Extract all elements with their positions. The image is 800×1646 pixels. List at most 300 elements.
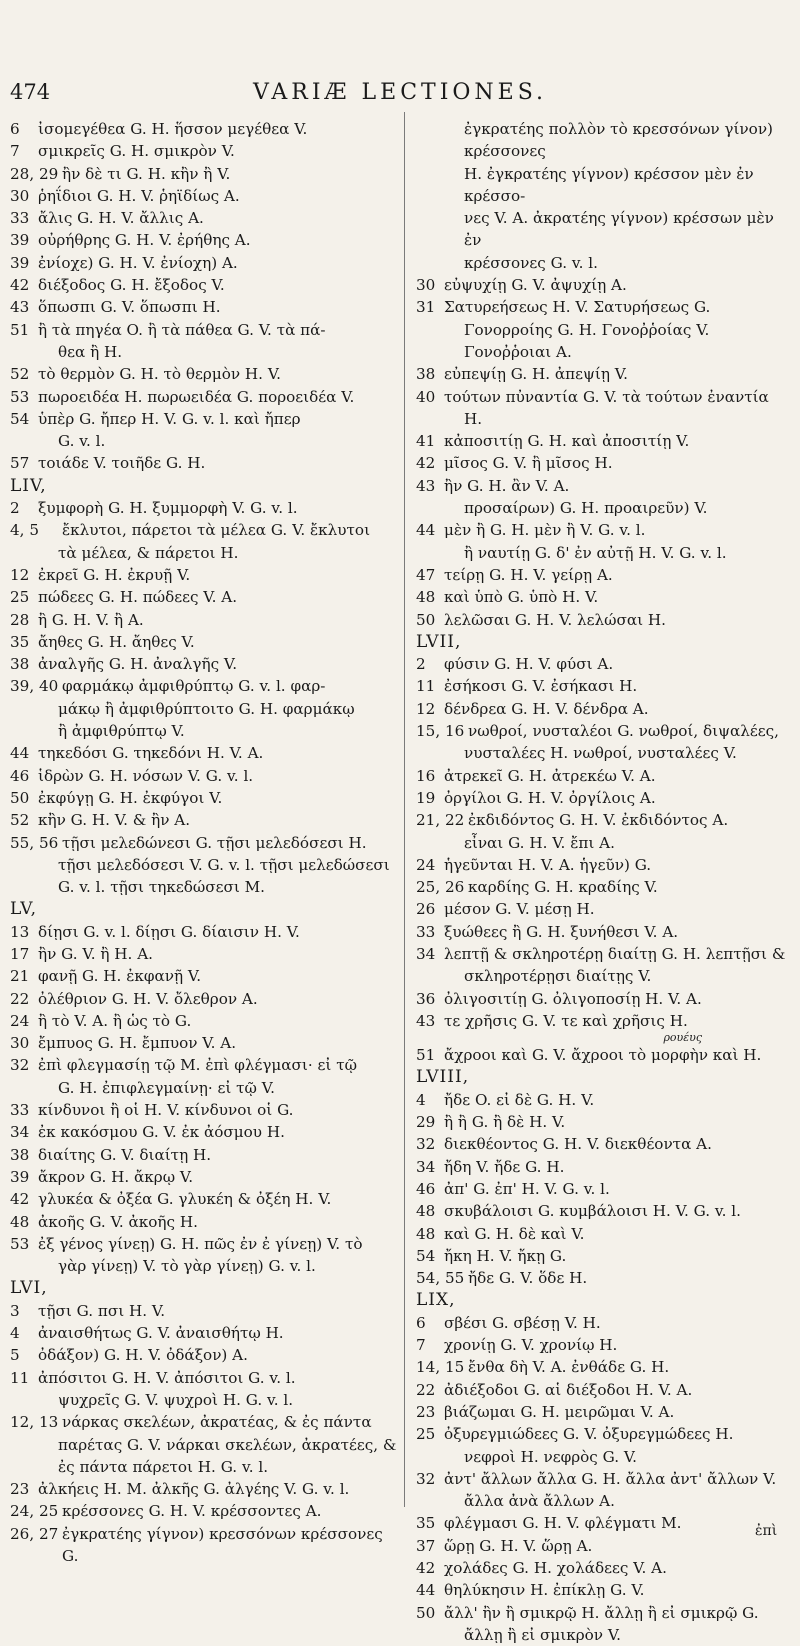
entry-text: καὶ G. H. δὲ καὶ V. <box>444 1224 585 1243</box>
line-number: 42 <box>10 1190 30 1209</box>
variant-entry <box>10 296 398 318</box>
entry-continuation: ψυχρεῖς G. V. ψυχροὶ H. G. v. l. <box>58 1390 294 1409</box>
entry-text: ἢν G. H. ἂν V. A. <box>444 476 570 495</box>
entry-text: φλέγμασι G. H. V. φλέγματι M. <box>444 1514 682 1533</box>
variant-entry <box>416 1557 792 1579</box>
entry-continuation: ἄλλῃ ἢ εἰ σμικρὸν V. <box>464 1625 621 1644</box>
page-number: 474 <box>10 80 51 104</box>
entry-text: τὸ θερμὸν G. H. τὸ θερμὸν H. V. <box>38 365 281 384</box>
line-number: 39 <box>10 1167 30 1186</box>
variant-entry <box>416 1356 792 1378</box>
variant-entry <box>416 1044 792 1066</box>
entry-text: ὀλέθριον G. H. V. ὄλεθρον A. <box>38 989 258 1008</box>
variant-entry <box>10 185 398 207</box>
line-number: 50 <box>10 788 30 807</box>
entry-text: ἢν G. V. ἢ H. A. <box>38 944 153 963</box>
line-number: 39, 40 <box>10 677 59 696</box>
variant-entry <box>416 943 792 965</box>
line-number: 25 <box>10 588 30 607</box>
line-number: 3 <box>10 1301 20 1320</box>
entry-continuation: νες V. A. ἀκρατέης γίγνον) κρέσσων μὲν ἐν <box>464 209 774 250</box>
line-number: 43 <box>10 298 30 317</box>
entry-text: καρδίης G. H. κραδίης V. <box>468 878 658 897</box>
variant-entry <box>416 787 792 809</box>
entry-text: ἀναισθήτως G. V. ἀναισθήτῳ H. <box>38 1324 284 1343</box>
entry-text: λελῶσαι G. H. V. λελώσαι H. <box>444 610 667 629</box>
variant-entry <box>10 363 398 385</box>
variant-entry <box>416 1200 792 1222</box>
line-number: 34 <box>10 1123 30 1142</box>
variant-entry <box>416 1089 792 1111</box>
entry-continuation: θεα ἢ H. <box>58 342 123 361</box>
line-number: 21, 22 <box>416 811 465 830</box>
line-number: 47 <box>416 565 436 584</box>
variant-entry <box>416 1133 792 1155</box>
variant-entry <box>416 386 792 408</box>
section-heading: LVIII, <box>416 1067 470 1088</box>
variant-entry <box>416 1312 792 1334</box>
line-number: 22 <box>416 1380 436 1399</box>
left-column <box>10 118 398 1567</box>
entry-continuation: G. v. l. τῇσι τηκεδώσεσι M. <box>58 878 265 897</box>
variant-entry <box>10 586 398 608</box>
line-number: 44 <box>416 521 436 540</box>
entry-text: ἐγκρατέης γίγνον) κρεσσόνων κρέσσονες G. <box>62 1524 383 1565</box>
line-number: 44 <box>416 1581 436 1600</box>
entry-text: ὀξυρεγμιώδεες G. V. ὀξυρεγμώδεες H. <box>444 1425 734 1444</box>
entry-text: ἱδρὼν G. H. νόσων V. G. v. l. <box>38 766 254 785</box>
variant-entry <box>10 1500 398 1522</box>
variant-entry <box>416 809 792 831</box>
variant-entry <box>416 1535 792 1557</box>
line-number: 26 <box>416 900 436 919</box>
entry-text: οὐρήθρης G. H. V. ἐρήθης A. <box>38 231 251 250</box>
variant-entry <box>10 787 398 809</box>
variant-entry <box>10 832 398 854</box>
entry-text: ἢν δὲ τι G. H. κἢν ἢ V. <box>62 164 231 183</box>
entry-text: ἐσήκοσι G. V. ἐσήκασι H. <box>444 677 638 696</box>
variant-entry <box>10 274 398 296</box>
line-number: 7 <box>10 142 20 161</box>
entry-text: τηκεδόσι G. τηκεδόνι H. V. A. <box>38 744 264 763</box>
variant-entry <box>416 296 792 318</box>
line-number: 54, 55 <box>416 1269 465 1288</box>
entry-text: ἢ τὸ V. A. ἢ ὡς τὸ G. <box>38 1011 192 1030</box>
variant-entry <box>416 1245 792 1267</box>
entry-continuation: H. ἐγκρατέης γίγνον) κρέσσον μὲν ἐν κρέσσο- <box>464 164 754 205</box>
variant-entry <box>10 1322 398 1344</box>
variant-entry <box>416 1010 792 1032</box>
line-number: 2 <box>10 499 20 518</box>
line-number: 33 <box>10 1101 30 1120</box>
variant-entry <box>10 118 398 140</box>
line-number: 42 <box>416 1559 436 1577</box>
line-number: 34 <box>416 944 436 963</box>
catchword: ἐπὶ <box>755 1523 778 1539</box>
entry-continuation: G. H. ἐπιφλεγμαίνῃ· εἰ τῷ V. <box>58 1078 275 1097</box>
variant-entry <box>10 1144 398 1166</box>
entry-text: κἀποσιτίῃ G. H. καὶ ἀποσιτίῃ V. <box>444 432 690 451</box>
variant-entry <box>10 1121 398 1143</box>
variant-entry <box>416 698 792 720</box>
entry-text: ἀδιέξοδοι G. αἱ διέξοδοι H. V. A. <box>444 1380 693 1399</box>
line-number: 23 <box>416 1402 436 1421</box>
line-number: 39 <box>10 253 30 272</box>
entry-text: ἄλλ' ἢν ἢ σμικρῷ H. ἄλλῃ ἢ εἰ σμικρῷ G. <box>444 1603 759 1622</box>
variant-entry <box>10 742 398 764</box>
variant-entry <box>10 988 398 1010</box>
variant-entry <box>416 609 792 631</box>
entry-text: ἀντ' ἄλλων ἄλλα G. H. ἄλλα ἀντ' ἄλλων V. <box>444 1469 777 1488</box>
entry-text: φαρμάκῳ ἀμφιθρύπτῳ G. v. l. φαρ- <box>62 677 326 696</box>
entry-text: ἡγεῦνται H. V. A. ἡγεῦν) G. <box>444 855 652 874</box>
variant-entry <box>10 1300 398 1322</box>
entry-continuation: εἶναι G. H. V. ἔπι A. <box>464 833 615 852</box>
entry-text: ἔκλυτοι, πάρετοι τὰ μέλεα G. V. ἔκλυτοι <box>62 521 371 540</box>
variant-entry <box>416 876 792 898</box>
variant-entry <box>10 497 398 519</box>
line-number: 46 <box>416 1179 436 1198</box>
page-header <box>0 80 800 108</box>
line-number: 24, 25 <box>10 1502 59 1521</box>
line-number: 30 <box>10 1034 30 1053</box>
line-number: 51 <box>10 320 30 339</box>
entry-text: νάρκας σκελέων, ἀκρατέας, & ἐς πάντα <box>62 1413 372 1432</box>
entry-text: κἢν G. H. V. & ἢν A. <box>38 811 191 830</box>
entry-continuation: προσαίρων) G. H. προαιρεῦν) V. <box>464 499 708 518</box>
entry-text: ἀπ' G. ἐπ' H. V. G. v. l. <box>444 1179 610 1198</box>
right-column <box>416 118 792 1646</box>
entry-text: ὑπὲρ G. ἤπερ H. V. G. v. l. καὶ ἤπερ <box>38 409 301 428</box>
entry-text: ὥρῃ G. H. V. ὥρῃ A. <box>444 1536 593 1555</box>
line-number: 40 <box>416 387 436 406</box>
variant-entry <box>416 475 792 497</box>
variant-entry <box>10 252 398 274</box>
entry-text: ἐκδιδόντος G. H. V. ἐκδιδόντος A. <box>468 811 729 830</box>
line-number: 28 <box>10 610 30 629</box>
line-number: 53 <box>10 1234 30 1253</box>
variant-entry <box>416 1468 792 1490</box>
entry-continuation: γὰρ γίνεῃ) V. τὸ γὰρ γίνεῃ) G. v. l. <box>58 1257 316 1276</box>
interlinear-note: ρουέυς <box>663 1031 702 1045</box>
line-number: 14, 15 <box>416 1358 465 1377</box>
entry-text: ἀκοῆς G. V. ἀκοῆς H. <box>38 1212 198 1231</box>
line-number: 42 <box>10 276 30 295</box>
line-number: 54 <box>416 1246 436 1265</box>
variant-entry <box>10 1411 398 1433</box>
entry-text: ξυώθεες ἢ G. H. ξυνήθεσι V. A. <box>444 922 679 941</box>
entry-text: μὲν ἢ G. H. μὲν ἢ V. G. v. l. <box>444 521 646 540</box>
line-number: 37 <box>416 1536 436 1555</box>
entry-text: ὀδάξον) G. H. V. ὀδάξον) A. <box>38 1346 248 1365</box>
entry-text: βιάζωμαι G. H. μειρῶμαι V. A. <box>444 1402 675 1421</box>
variant-entry <box>416 720 792 742</box>
entry-continuation: μάκῳ ἢ ἀμφιθρύπτοιτο G. H. φαρμάκῳ <box>58 699 355 718</box>
variant-entry <box>416 1334 792 1356</box>
variant-entry <box>10 1478 398 1500</box>
section-heading: LIV, <box>10 475 47 496</box>
line-number: 43 <box>416 1011 436 1030</box>
entry-text: διεκθέοντος G. H. V. διεκθέοντα A. <box>444 1135 712 1154</box>
variant-entry <box>416 988 792 1010</box>
variant-entry <box>416 854 792 876</box>
variant-entry <box>10 943 398 965</box>
line-number: 32 <box>416 1135 436 1154</box>
variant-entry <box>416 898 792 920</box>
entry-text: τείρῃ G. H. V. γείρῃ A. <box>444 565 613 584</box>
line-number: 39 <box>10 231 30 250</box>
entry-text: κρέσσονες G. H. V. κρέσσοντες A. <box>62 1502 322 1521</box>
entry-text: ἐπὶ φλεγμασίῃ τῷ M. ἐπὶ φλέγμασι· εἰ τῷ <box>38 1056 357 1075</box>
line-number: 17 <box>10 944 30 963</box>
line-number: 50 <box>416 610 436 629</box>
entry-continuation: νυσταλέες H. νωθροί, νυσταλέες V. <box>464 744 737 763</box>
variant-entry <box>416 1178 792 1200</box>
variant-entry <box>10 1166 398 1188</box>
line-number: 30 <box>416 276 436 295</box>
entry-text: ἔμπυος G. H. ἔμπυον V. A. <box>38 1034 237 1053</box>
entry-continuation: τὰ μέλεα, & πάρετοι H. <box>58 543 239 562</box>
line-number: 24 <box>416 855 436 874</box>
line-number: 52 <box>10 365 30 384</box>
variant-entry <box>10 1010 398 1032</box>
variant-entry <box>10 1099 398 1121</box>
entry-text: ἢ G. H. V. ἢ A. <box>38 610 144 629</box>
entry-text: ἢ τὰ πηγέα O. ἢ τὰ πάθεα G. V. τὰ πά- <box>38 320 326 339</box>
line-number: 32 <box>416 1469 436 1488</box>
entry-text: τῇσι μελεδώνεσι G. τῇσι μελεδόσεσι H. <box>62 833 367 852</box>
line-number: 4, 5 <box>10 521 39 540</box>
line-number: 6 <box>416 1313 426 1332</box>
variant-entry <box>10 140 398 162</box>
entry-text: μέσον G. V. μέσῃ H. <box>444 900 595 919</box>
line-number: 54 <box>10 409 30 428</box>
section-heading: LV, <box>10 899 37 920</box>
line-number: 19 <box>416 788 436 807</box>
line-number: 30 <box>10 186 30 205</box>
entry-continuation: ἢ ἀμφιθρύπτῳ V. <box>58 722 185 741</box>
entry-text: ξυμφορὴ G. H. ξυμμορφὴ V. G. v. l. <box>38 499 298 518</box>
entry-text: νωθροί, νυσταλέοι G. νωθροί, διψαλέες, <box>468 722 780 741</box>
variant-entry <box>10 609 398 631</box>
entry-text: τούτων πὐναντία G. V. τὰ τούτων ἐναντία <box>444 387 769 406</box>
entry-text: ἀναλγῆς G. H. ἀναλγῆς V. <box>38 655 238 674</box>
variant-entry <box>416 1223 792 1245</box>
line-number: 38 <box>10 1145 30 1164</box>
line-number: 35 <box>10 632 30 651</box>
entry-continuation: ἐγκρατέης πολλὸν τὸ κρεσσόνων γίνον) κρέσσονες <box>464 120 773 161</box>
variant-entry <box>10 1211 398 1233</box>
variant-entry <box>10 386 398 408</box>
entry-text: σβέσι G. σβέσῃ V. H. <box>444 1313 601 1332</box>
line-number: 25, 26 <box>416 878 465 897</box>
line-number: 35 <box>416 1514 436 1533</box>
entry-continuation: παρέτας G. V. νάρκαι σκελέων, ἀκρατέες, & <box>58 1435 397 1454</box>
line-number: 48 <box>10 1212 30 1231</box>
entry-text: τοιάδε V. τοιῆδε G. H. <box>38 454 206 473</box>
section-heading: LVII, <box>416 631 462 652</box>
variant-entry <box>416 586 792 608</box>
entry-continuation: ἄλλα ἀνὰ ἄλλων A. <box>464 1492 615 1511</box>
line-number: 15, 16 <box>416 722 465 741</box>
variant-entry <box>10 765 398 787</box>
variant-entry <box>416 921 792 943</box>
entry-text: ἤκη H. V. ἤκῃ G. <box>444 1246 567 1265</box>
line-number: 33 <box>416 922 436 941</box>
line-number: 12 <box>10 565 30 584</box>
entry-text: λεπτῇ & σκληροτέρῃ διαίτῃ G. H. λεπτῇσι & <box>444 944 786 963</box>
entry-text: ἐκ κακόσμου G. V. ἐκ ἀόσμου H. <box>38 1123 285 1142</box>
entry-text: πωροειδέα H. πωρωειδέα G. πορoειδέα V. <box>38 387 355 406</box>
variant-entry <box>416 1512 792 1534</box>
column-divider <box>404 112 405 1507</box>
entry-text: χρονίῃ G. V. χρονίῳ H. <box>444 1336 618 1355</box>
line-number: 24 <box>10 1011 30 1030</box>
entry-continuation: ἢ ναυτίῃ G. δ' ἐν αὐτῇ H. V. G. v. l. <box>464 543 727 562</box>
entry-text: ἄχροοι καὶ G. V. ἄχροοι τὸ μορφὴν καὶ H. <box>444 1046 762 1065</box>
variant-entry <box>10 163 398 185</box>
variant-entry <box>416 1602 792 1624</box>
entry-continuation: τῇσι μελεδόσεσι V. G. v. l. τῇσι μελεδώσεσι <box>58 855 390 874</box>
entry-text: σκυβάλοισι G. κυμβάλοισι H. V. G. v. l. <box>444 1202 741 1221</box>
line-number: 46 <box>10 766 30 785</box>
variant-entry <box>10 809 398 831</box>
line-number: 48 <box>416 1202 436 1221</box>
line-number: 4 <box>416 1090 426 1109</box>
entry-text: διέξοδος G. H. ἔξοδος V. <box>38 276 225 295</box>
line-number: 11 <box>10 1368 30 1387</box>
entry-text: τε χρῆσις G. V. τε καὶ χρῆσις H. <box>444 1011 688 1030</box>
variant-entry <box>10 519 398 541</box>
variant-entry <box>10 1233 398 1255</box>
variant-entry <box>10 921 398 943</box>
line-number: 42 <box>416 454 436 473</box>
variant-entry <box>10 408 398 430</box>
line-number: 31 <box>416 298 436 317</box>
variant-entry <box>416 452 792 474</box>
variant-entry <box>416 1423 792 1445</box>
line-number: 41 <box>416 432 436 451</box>
running-head: VARIÆ LECTIONES. <box>252 80 548 105</box>
line-number: 4 <box>10 1324 20 1343</box>
line-number: 38 <box>10 655 30 674</box>
variant-entry <box>416 564 792 586</box>
line-number: 25 <box>416 1425 436 1444</box>
line-number: 29 <box>416 1113 436 1132</box>
entry-text: θηλύκησιν H. ἐπίκλῃ G. V. <box>444 1581 645 1600</box>
entry-continuation: H. <box>464 409 483 428</box>
entry-text: ἐξ γένος γίνεῃ) G. H. πῶς ἐν ἐ γίνεῃ) V. τὸ <box>38 1234 363 1253</box>
variant-entry <box>10 207 398 229</box>
variant-entry <box>416 653 792 675</box>
entry-text: ἀλκήεις H. M. ἀλκῆς G. ἀλγέης V. G. v. l. <box>38 1480 350 1499</box>
variant-entry <box>10 653 398 675</box>
variant-entry <box>416 1267 792 1289</box>
line-number: 12 <box>416 699 436 718</box>
line-number: 2 <box>416 655 426 674</box>
variant-entry <box>10 1032 398 1054</box>
variant-entry <box>416 430 792 452</box>
entry-text: εὐψυχίῃ G. V. ἀψυχίῃ A. <box>444 276 627 295</box>
variant-entry <box>416 675 792 697</box>
variant-entry <box>416 765 792 787</box>
entry-text: ὅπωσπι G. V. ὅπωσπι H. <box>38 298 221 317</box>
entry-text: ὀργίλοι G. H. V. ὀργίλοις A. <box>444 788 656 807</box>
entry-text: ἢ ἢ G. ἢ δὲ H. V. <box>444 1113 566 1132</box>
line-number: 23 <box>10 1480 30 1499</box>
entry-text: ἄκρον G. H. ἄκρῳ V. <box>38 1167 194 1186</box>
line-number: 48 <box>416 588 436 607</box>
line-number: 12, 13 <box>10 1413 59 1432</box>
section-heading: LIX, <box>416 1290 456 1311</box>
variant-entry <box>10 1188 398 1210</box>
line-number: 43 <box>416 476 436 495</box>
variant-entry <box>10 1054 398 1076</box>
line-number: 28, 29 <box>10 164 59 183</box>
line-number: 32 <box>10 1056 30 1075</box>
line-number: 5 <box>10 1346 20 1365</box>
entry-continuation: νεφροὶ H. νεφρὸς G. V. <box>464 1447 638 1466</box>
entry-text: ἤδε O. εἰ δὲ G. H. V. <box>444 1090 595 1109</box>
variant-entry <box>10 675 398 697</box>
variant-entry <box>10 564 398 586</box>
line-number: 53 <box>10 387 30 406</box>
line-number: 7 <box>416 1336 426 1355</box>
line-number: 34 <box>416 1157 436 1176</box>
line-number: 22 <box>10 989 30 1008</box>
entry-continuation: σκληροτέρῃσι διαίτῃς V. <box>464 967 652 986</box>
variant-entry <box>416 1379 792 1401</box>
line-number: 26, 27 <box>10 1524 59 1543</box>
entry-text: πώδεες G. H. πώδεες V. A. <box>38 588 238 607</box>
variant-entry <box>10 1344 398 1366</box>
entry-text: δίῃσι G. v. l. δίῃσι G. δίαισιν H. V. <box>38 922 300 941</box>
section-heading: LVI, <box>10 1278 48 1299</box>
line-number: 13 <box>10 922 30 941</box>
variant-entry <box>416 1156 792 1178</box>
entry-continuation: κρέσσονες G. v. l. <box>464 253 598 272</box>
line-number: 21 <box>10 967 30 986</box>
variant-entry <box>10 452 398 474</box>
entry-text: γλυκέα & ὀξέα G. γλυκέη & ὀξέη H. V. <box>38 1190 332 1209</box>
variant-entry <box>10 631 398 653</box>
entry-text: ἐκρεῖ G. H. ἐκρυῇ V. <box>38 565 191 584</box>
entry-text: μῖσος G. V. ἢ μῖσος H. <box>444 454 613 473</box>
entry-text: τῇσι G. πσι H. V. <box>38 1301 166 1320</box>
variant-entry <box>416 363 792 385</box>
variant-entry <box>416 274 792 296</box>
entry-text: φανῇ G. H. ἐκφανῇ V. <box>38 967 202 986</box>
entry-text: ἐκφύγῃ G. H. ἐκφύγοι V. <box>38 788 223 807</box>
line-number: 38 <box>416 365 436 384</box>
entry-text: φύσιν G. H. V. φύσι A. <box>444 655 614 674</box>
variant-entry <box>10 229 398 251</box>
entry-text: ἤδε G. V. ὅδε H. <box>468 1269 588 1288</box>
line-number: 50 <box>416 1603 436 1622</box>
entry-text: δένδρεα G. H. V. δένδρα A. <box>444 699 649 718</box>
entry-text: εὐπεψίῃ G. H. ἀπεψίῃ V. <box>444 365 628 384</box>
entry-text: ἰσομεγέθεα G. H. ἥσσον μεγέθεα V. <box>38 120 308 138</box>
line-number: 36 <box>416 989 436 1008</box>
line-number: 51 <box>416 1046 436 1065</box>
line-number: 33 <box>10 209 30 228</box>
line-number: 57 <box>10 454 30 473</box>
entry-text: ὀλιγοσιτίῃ G. ὀλιγοποσίῃ H. V. A. <box>444 989 702 1008</box>
variant-entry <box>10 319 398 341</box>
variant-entry <box>10 1367 398 1389</box>
entry-text: καὶ ὑπὸ G. ὑπὸ H. V. <box>444 588 599 607</box>
entry-text: σμικρεῖς G. H. σμικρὸν V. <box>38 142 235 161</box>
